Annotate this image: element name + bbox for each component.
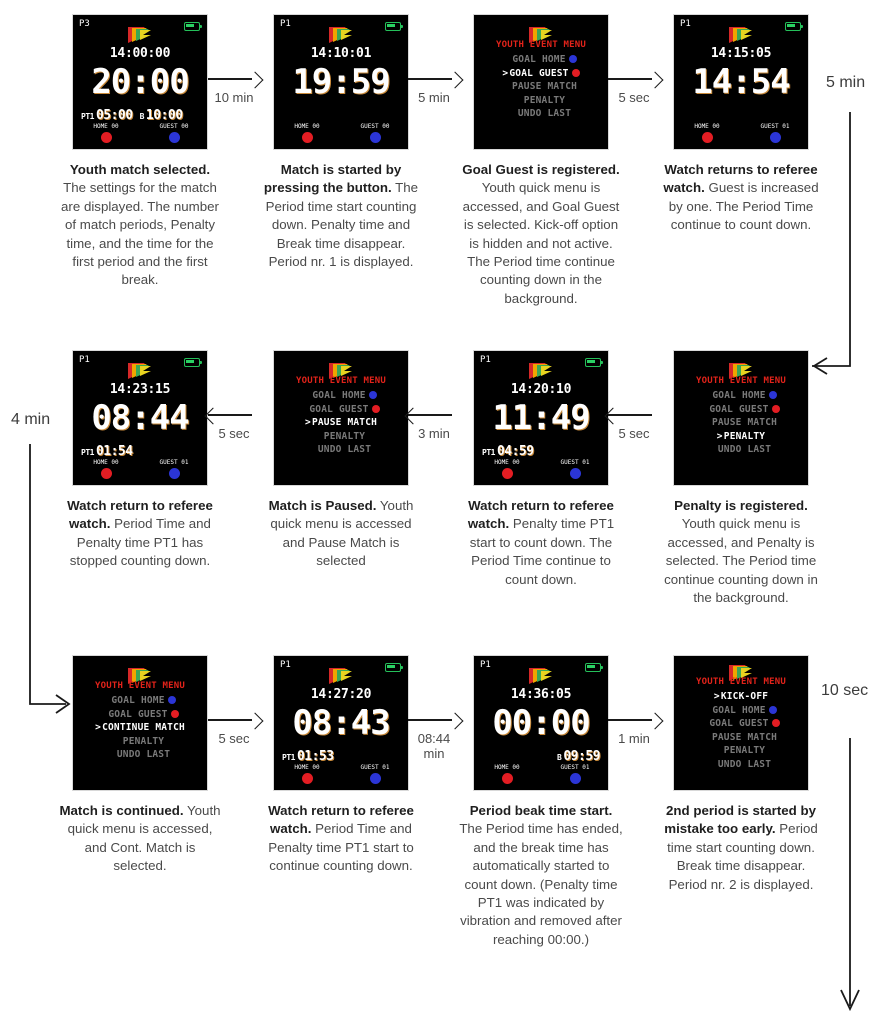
menu-screen-12[interactable] — [673, 655, 809, 791]
home-label: HOME 00 — [494, 764, 520, 771]
period-indicator: P1 — [280, 19, 291, 29]
home-label: HOME 00 — [93, 123, 119, 130]
menu-item-label: PENALTY — [723, 745, 766, 756]
brand-logo-icon — [326, 24, 356, 46]
menu-item-label: GOAL HOME — [512, 54, 566, 65]
menu-item-label: GOAL GUEST — [709, 403, 769, 415]
menu-item-goal-home[interactable] — [674, 704, 808, 718]
menu-item-label: UNDO LAST — [717, 758, 772, 770]
guest-label: GUEST 01 — [159, 459, 189, 466]
guest-dot-icon — [370, 773, 381, 784]
menu-item-penalty[interactable] — [674, 744, 808, 758]
caption-body: The settings for the match are displayed. The number of match periods, Penalty time, and the time for the first period and the first break. — [61, 180, 219, 288]
guest-team — [151, 459, 197, 479]
menu-item-goal-home[interactable] — [674, 389, 808, 403]
menu-item-goal-guest[interactable] — [274, 403, 408, 417]
time-of-day: 14:27:20 — [310, 687, 372, 702]
caption-heading: Watch return to referee watch. — [467, 498, 614, 532]
guest-dot-icon — [572, 69, 580, 77]
home-team — [284, 764, 330, 784]
flow-step-2 — [241, 0, 441, 271]
scoreboard — [274, 764, 408, 784]
time-of-day: 14:00:00 — [109, 46, 171, 61]
caption-body: Youth quick menu is accessed, and Penalty is selected. The Period time continue counting down in the background. — [664, 516, 818, 606]
guest-team — [151, 123, 197, 143]
guest-team — [352, 764, 398, 784]
menu-item-label: UNDO LAST — [317, 444, 372, 455]
home-team — [484, 459, 530, 479]
menu-item-label: UNDO LAST — [116, 749, 171, 760]
caption-heading: 2nd period is started by mistake too early. — [664, 803, 816, 837]
connector-label-5min: 5 min — [826, 74, 866, 91]
arrow-label: 5 sec — [618, 90, 650, 105]
guest-label: GUEST 01 — [760, 123, 790, 130]
home-label: HOME 00 — [294, 123, 320, 130]
menu-item-label: GOAL GUEST — [309, 403, 369, 415]
menu-item-goal-guest[interactable]: >GOAL GUEST — [474, 67, 608, 81]
time-of-day: 14:10:01 — [310, 46, 372, 61]
menu-screen-5[interactable] — [673, 350, 809, 486]
step-caption-11 — [458, 802, 624, 949]
brand-logo-icon — [726, 24, 756, 46]
menu-item-label: PENALTY — [523, 94, 566, 106]
menu-item-goal-home[interactable] — [73, 694, 207, 708]
caption-heading: Watch returns to referee watch. — [663, 162, 818, 196]
flow-step-3 — [441, 0, 641, 308]
time-of-day: 14:20:10 — [510, 382, 572, 397]
caption-heading: Watch return to referee watch. — [268, 803, 414, 837]
sub-timers — [482, 749, 600, 764]
battery-icon — [585, 663, 601, 672]
menu-item-pause-match[interactable] — [674, 731, 808, 745]
step-caption-5 — [658, 497, 824, 607]
home-dot-icon — [168, 696, 176, 704]
home-label: HOME 00 — [694, 123, 720, 130]
period-timer: 20:00 — [91, 62, 189, 102]
penalty-label: PT1 — [282, 753, 295, 762]
watch-screen-4[interactable] — [673, 14, 809, 150]
connector-label-10sec: 10 sec — [821, 682, 869, 699]
guest-dot-icon — [772, 719, 780, 727]
caption-heading: Match is started by pressing the button. — [263, 162, 402, 196]
step-caption-2 — [258, 161, 424, 271]
home-dot-icon — [702, 132, 713, 143]
sub-timers — [482, 444, 600, 459]
flow-step-4 — [641, 0, 841, 235]
caption-heading: Youth match selected. — [69, 162, 211, 177]
home-dot-icon — [101, 468, 112, 479]
caption-heading: Goal Guest is registered. — [462, 162, 620, 177]
break-value: 10:00 — [145, 108, 183, 123]
home-dot-icon — [769, 391, 777, 399]
menu-item-undo-last[interactable] — [73, 748, 207, 762]
caption-body: Youth quick menu is accessed and Pause Match is selected — [270, 498, 414, 569]
scoreboard — [474, 764, 608, 784]
penalty-value: 01:53 — [296, 749, 334, 764]
flow-step-1 — [40, 0, 240, 290]
menu-screen-9[interactable] — [72, 655, 208, 791]
menu-item-label: PENALTY — [323, 430, 366, 442]
watch-screen-6[interactable] — [473, 350, 609, 486]
arrow-label: 5 sec — [218, 426, 250, 441]
arrow-label: 08:44 min — [417, 731, 451, 761]
menu-item-goal-guest[interactable] — [674, 717, 808, 731]
caption-body: Period Time and Penalty time PT1 start to continue counting down. — [268, 821, 414, 874]
menu-item-pause-match[interactable]: >PAUSE MATCH — [304, 417, 378, 428]
caption-heading: Match is Paused. — [268, 498, 377, 513]
quick-menu — [674, 376, 808, 457]
brand-logo-icon — [326, 665, 356, 687]
menu-item-goal-guest[interactable] — [674, 403, 808, 417]
connector-row3-exit — [812, 724, 876, 1014]
arrow-label: 3 min — [418, 426, 450, 441]
guest-dot-icon — [372, 405, 380, 413]
arrow-label: 1 min — [618, 731, 650, 746]
home-dot-icon — [101, 132, 112, 143]
caption-heading: Match is continued. — [59, 803, 184, 818]
connector-row1-to-row2 — [812, 96, 876, 386]
arrow-label: 10 min — [214, 90, 254, 105]
menu-item-label: PAUSE MATCH — [511, 81, 578, 92]
home-team — [83, 459, 129, 479]
caption-body: The Period time has ended, and the break time has automatically started to count down. (Penalty time PT1 was indicated by vibration and removed after reaching 00:00.) — [459, 821, 623, 947]
scoreboard — [73, 123, 207, 143]
penalty-value: 05:00 — [95, 108, 133, 123]
flow-step-12 — [641, 641, 841, 894]
menu-item-label: GOAL GUEST — [108, 708, 168, 720]
penalty-value: 04:59 — [496, 444, 534, 459]
guest-dot-icon — [169, 468, 180, 479]
guest-dot-icon — [171, 710, 179, 718]
menu-screen-3[interactable] — [473, 14, 609, 150]
step-caption-6 — [458, 497, 624, 589]
home-team — [484, 764, 530, 784]
menu-item-label: GOAL HOME — [312, 390, 366, 401]
step-caption-8 — [57, 497, 223, 571]
brand-logo-icon — [125, 360, 155, 382]
period-timer: 08:43 — [292, 703, 390, 743]
flow-step-7 — [241, 336, 441, 571]
menu-title: YOUTH EVENT MENU — [95, 681, 185, 691]
menu-item-label: PAUSE MATCH — [711, 417, 778, 428]
guest-label: GUEST 00 — [360, 123, 390, 130]
period-indicator: P3 — [79, 19, 90, 29]
menu-item-label: UNDO LAST — [717, 444, 772, 455]
scoreboard — [674, 123, 808, 143]
battery-icon — [585, 358, 601, 367]
guest-team — [752, 123, 798, 143]
caption-heading: Watch return to referee watch. — [67, 498, 213, 532]
menu-item-goal-guest[interactable] — [73, 708, 207, 722]
watch-screen-11[interactable] — [473, 655, 609, 791]
arrow-label: 5 sec — [618, 426, 650, 441]
menu-item-undo-last[interactable] — [674, 443, 808, 457]
connector-label-4min: 4 min — [11, 411, 51, 428]
period-timer: 08:44 — [91, 398, 189, 438]
menu-title: YOUTH EVENT MENU — [696, 376, 786, 386]
menu-item-goal-home[interactable] — [274, 389, 408, 403]
battery-icon — [785, 22, 801, 31]
period-indicator: P1 — [480, 355, 491, 365]
guest-label: GUEST 01 — [560, 459, 590, 466]
menu-item-pause-match[interactable] — [674, 416, 808, 430]
battery-icon — [385, 22, 401, 31]
guest-label: GUEST 01 — [360, 764, 390, 771]
caption-heading: Penalty is registered. — [674, 498, 808, 513]
guest-label: GUEST 01 — [560, 764, 590, 771]
menu-title: YOUTH EVENT MENU — [696, 677, 786, 687]
caption-body: Penalty time PT1 start to count down. The Period Time continue to count down. — [469, 516, 615, 587]
menu-item-label: GOAL GUEST — [509, 67, 569, 79]
quick-menu — [474, 40, 608, 121]
caption-body: Period Time and Penalty time PT1 has stopped counting down. — [69, 516, 211, 569]
brand-logo-icon — [526, 665, 556, 687]
menu-item-goal-home[interactable] — [474, 53, 608, 67]
menu-item-label: GOAL HOME — [712, 390, 766, 401]
caption-body: Youth quick menu is accessed, and Goal Guest is selected. Kick-off option is hidden and not active. The Period time continue counting down in the background. — [462, 180, 620, 306]
guest-team — [552, 764, 598, 784]
penalty-label: PT1 — [81, 112, 94, 121]
menu-item-label: PENALTY — [122, 735, 165, 747]
menu-item-label: GOAL GUEST — [709, 718, 769, 729]
period-timer: 00:00 — [492, 703, 590, 743]
menu-item-label: GOAL HOME — [111, 695, 165, 706]
time-of-day: 14:23:15 — [109, 382, 171, 397]
home-label: HOME 00 — [93, 459, 119, 466]
penalty-value: 01:54 — [95, 444, 133, 459]
brand-logo-icon — [125, 24, 155, 46]
guest-dot-icon — [570, 773, 581, 784]
menu-item-undo-last[interactable] — [274, 443, 408, 457]
sub-timers — [282, 749, 400, 764]
watch-screen-10[interactable] — [273, 655, 409, 791]
home-dot-icon — [769, 706, 777, 714]
step-caption-9 — [57, 802, 223, 876]
scoreboard — [274, 123, 408, 143]
caption-heading: Period beak time start. — [469, 803, 613, 818]
flow-step-6 — [441, 336, 641, 589]
quick-menu — [73, 681, 207, 762]
scoreboard — [474, 459, 608, 479]
time-of-day: 14:36:05 — [510, 687, 572, 702]
menu-item-undo-last[interactable] — [674, 758, 808, 772]
home-label: HOME 00 — [494, 459, 520, 466]
menu-item-undo-last[interactable] — [474, 107, 608, 121]
caption-body: Guest is increased by one. The Period Time continue to count down. — [668, 180, 819, 233]
home-team — [684, 123, 730, 143]
menu-item-label: PAUSE MATCH — [711, 731, 778, 743]
scoreboard — [73, 459, 207, 479]
brand-logo-icon — [526, 360, 556, 382]
penalty-label: PT1 — [482, 448, 495, 457]
sub-timers — [81, 108, 199, 123]
break-value: 09:59 — [563, 749, 600, 764]
period-timer: 11:49 — [492, 398, 590, 438]
caption-body: Youth quick menu is accessed, and Cont. Match is selected. — [67, 803, 221, 874]
guest-dot-icon — [570, 468, 581, 479]
period-indicator: P1 — [79, 355, 90, 365]
sub-timers — [81, 444, 199, 459]
menu-title: YOUTH EVENT MENU — [496, 40, 586, 50]
guest-dot-icon — [772, 405, 780, 413]
step-caption-3 — [458, 161, 624, 308]
home-team — [284, 123, 330, 143]
quick-menu — [274, 376, 408, 457]
connector-row2-to-row3 — [0, 432, 74, 722]
home-team — [83, 123, 129, 143]
menu-title: YOUTH EVENT MENU — [296, 376, 386, 386]
guest-dot-icon — [370, 132, 381, 143]
guest-team — [352, 123, 398, 143]
home-dot-icon — [502, 773, 513, 784]
home-label: HOME 00 — [294, 764, 320, 771]
menu-item-kick-off[interactable]: >KICK-OFF — [713, 691, 769, 702]
home-dot-icon — [369, 391, 377, 399]
guest-team — [552, 459, 598, 479]
watch-screen-2[interactable] — [273, 14, 409, 150]
battery-icon — [184, 358, 200, 367]
menu-item-label: PAUSE MATCH — [311, 417, 378, 428]
home-dot-icon — [502, 468, 513, 479]
menu-item-label: KICK-OFF — [720, 691, 769, 702]
watch-screen-8[interactable] — [72, 350, 208, 486]
arrow-label: 5 min — [418, 90, 450, 105]
period-indicator: P1 — [680, 19, 691, 29]
menu-screen-7[interactable] — [273, 350, 409, 486]
period-indicator: P1 — [480, 660, 491, 670]
caption-body: The Period time start counting down. Penalty time and Break time disappear. Period nr. 1 is displayed. — [265, 180, 419, 270]
menu-item-label: GOAL HOME — [712, 704, 766, 716]
quick-menu — [674, 677, 808, 771]
home-dot-icon — [302, 132, 313, 143]
battery-icon — [385, 663, 401, 672]
flow-step-11 — [441, 641, 641, 949]
home-dot-icon — [569, 55, 577, 63]
period-timer: 19:59 — [292, 62, 390, 102]
menu-item-penalty[interactable] — [474, 94, 608, 108]
step-caption-1 — [57, 161, 223, 290]
menu-item-label: PENALTY — [723, 430, 766, 442]
menu-item-pause-match[interactable] — [474, 80, 608, 94]
menu-item-label: CONTINUE MATCH — [102, 722, 185, 733]
arrow-label: 5 sec — [218, 731, 250, 746]
guest-dot-icon — [770, 132, 781, 143]
home-dot-icon — [302, 773, 313, 784]
guest-label: GUEST 00 — [159, 123, 189, 130]
step-caption-12 — [658, 802, 824, 894]
break-label: B — [557, 753, 562, 762]
step-caption-10 — [258, 802, 424, 876]
caption-body: Period time start counting down. Break time disappear. Period nr. 2 is displayed. — [667, 821, 818, 892]
menu-item-label: UNDO LAST — [517, 108, 572, 119]
step-caption-4 — [658, 161, 824, 235]
menu-item-penalty[interactable] — [274, 430, 408, 444]
penalty-label: PT1 — [81, 448, 94, 457]
flow-step-5 — [641, 336, 841, 607]
menu-item-penalty[interactable]: >PENALTY — [716, 430, 766, 442]
battery-icon — [184, 22, 200, 31]
period-timer: 14:54 — [692, 62, 790, 102]
step-caption-7 — [258, 497, 424, 571]
guest-dot-icon — [169, 132, 180, 143]
watch-screen-1[interactable] — [72, 14, 208, 150]
menu-item-continue-match[interactable]: >CONTINUE MATCH — [95, 722, 185, 733]
time-of-day: 14:15:05 — [710, 46, 772, 61]
period-indicator: P1 — [280, 660, 291, 670]
break-label: B — [139, 112, 144, 121]
menu-item-penalty[interactable] — [73, 735, 207, 749]
